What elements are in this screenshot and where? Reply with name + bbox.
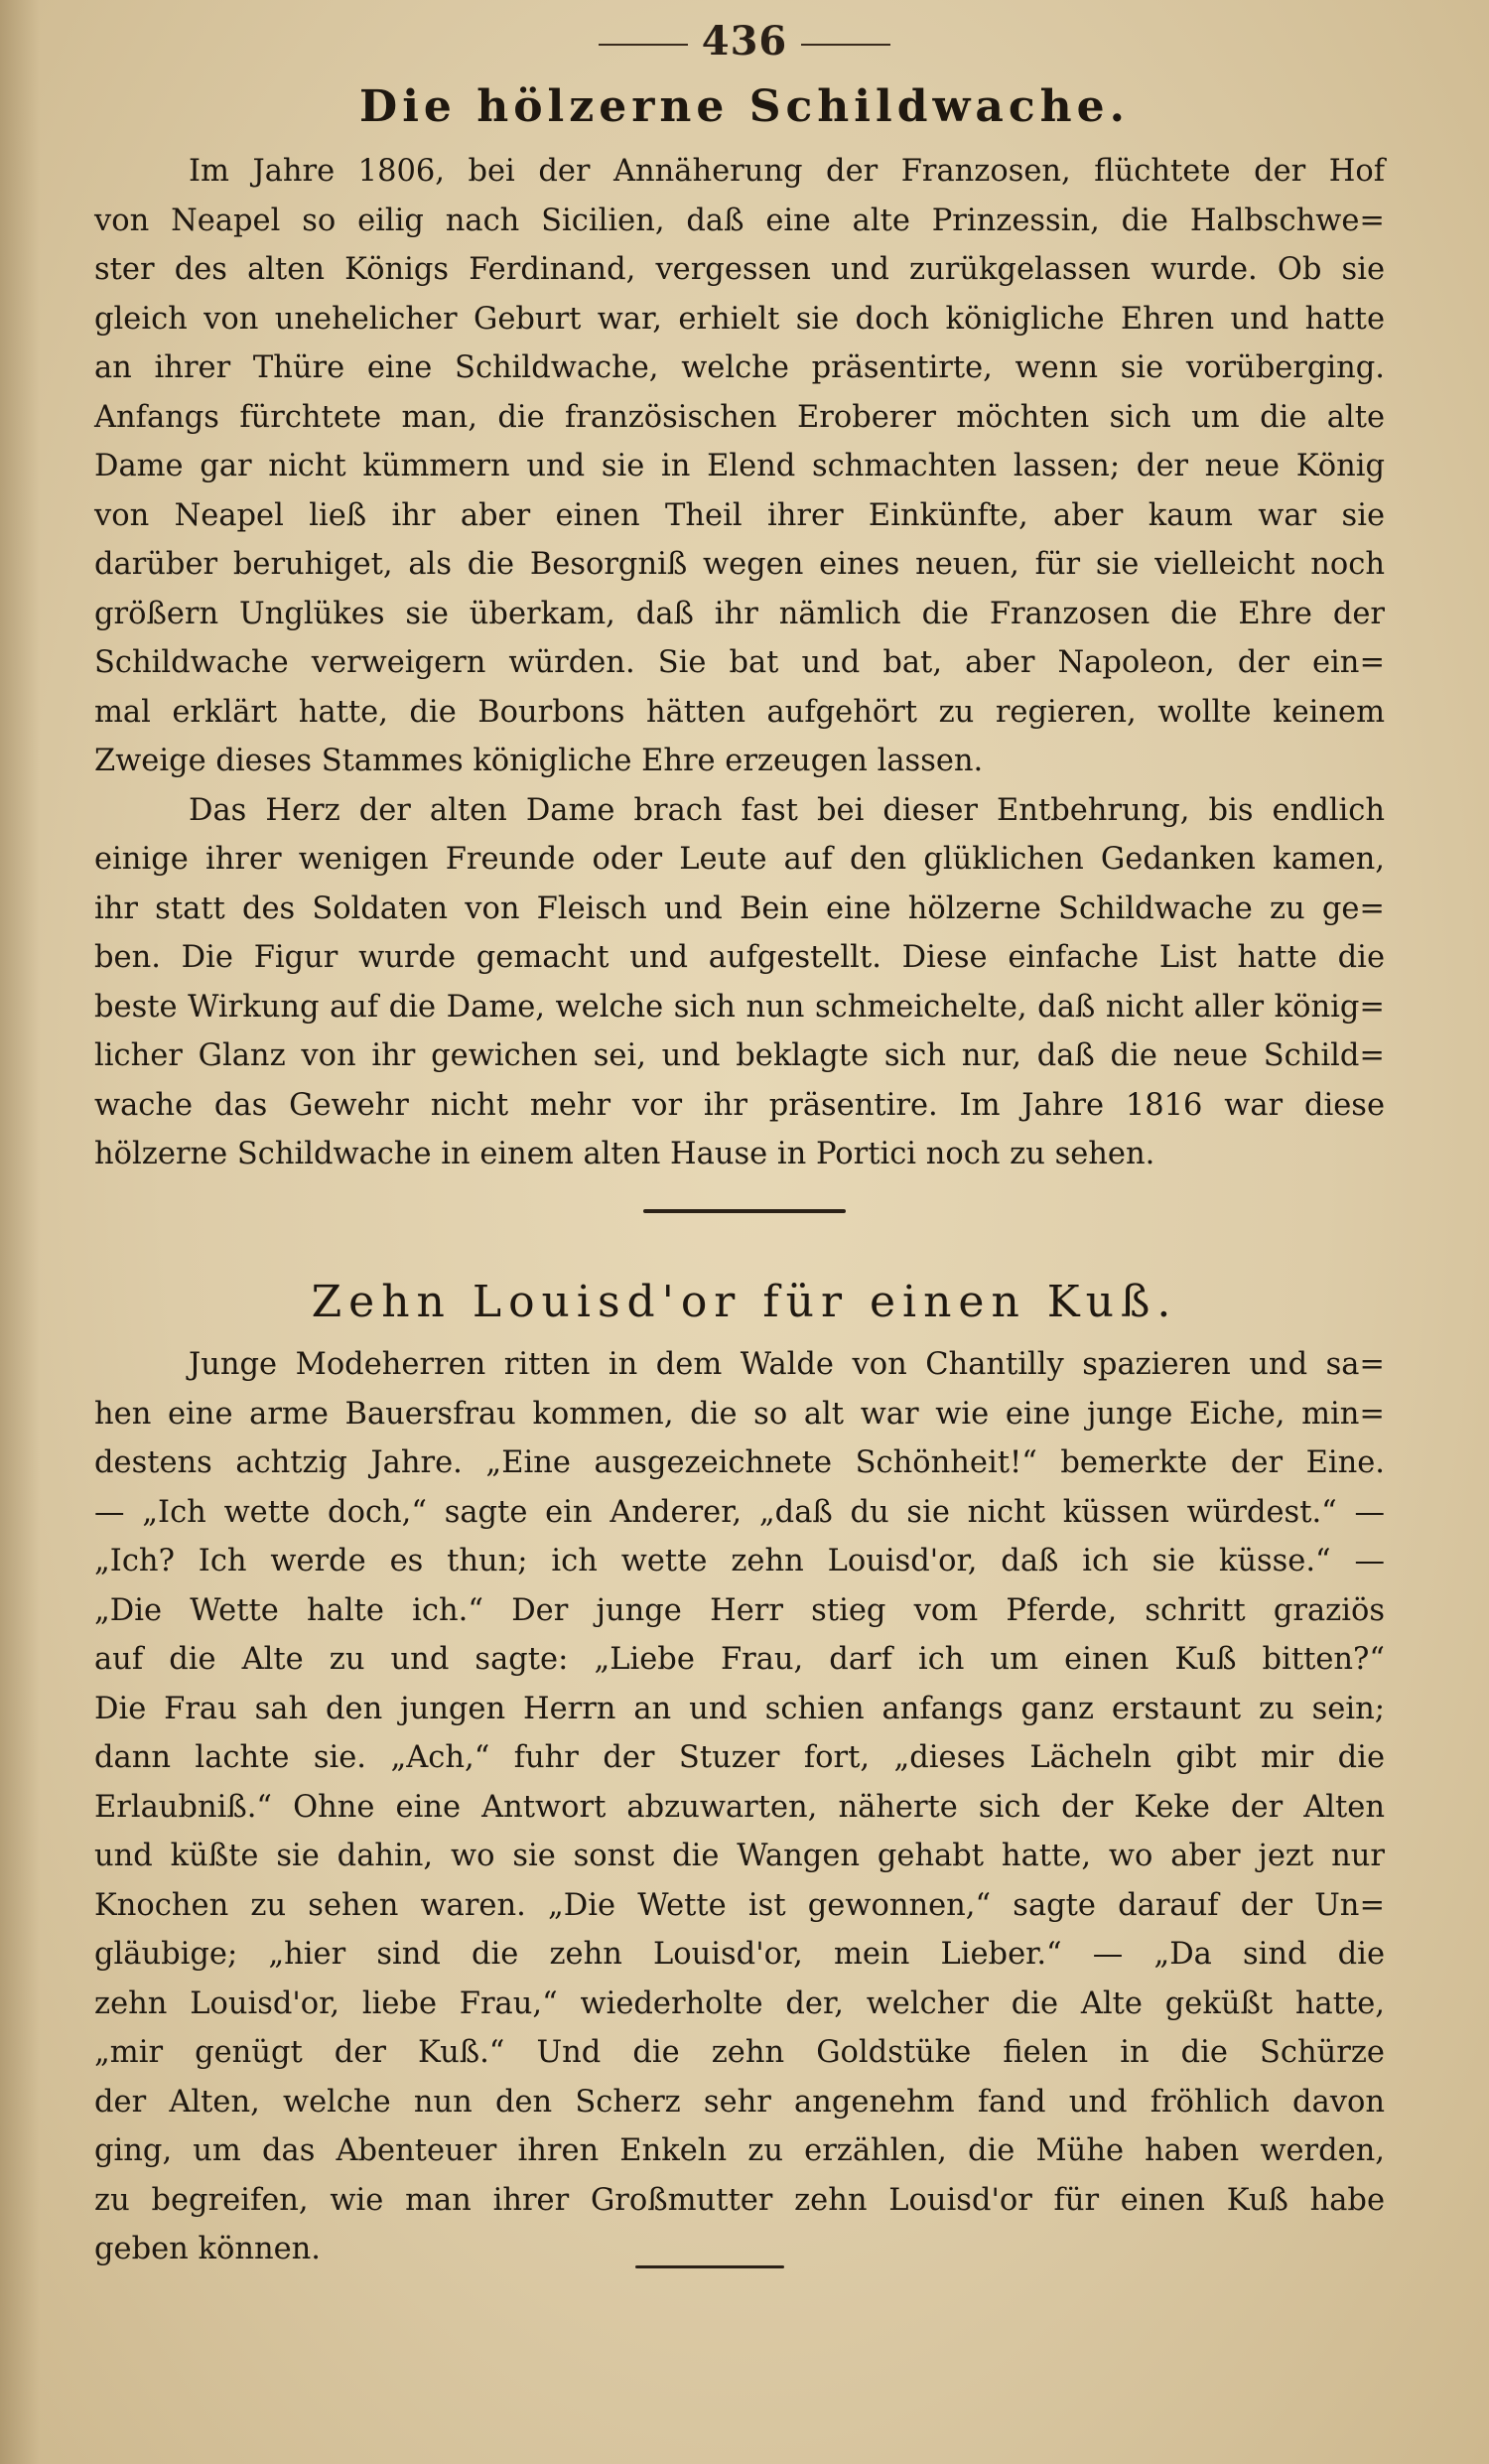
text-line: dann lachte sie. „Ach,“ fuhr der Stuzer fort, „dieses Lächeln gibt mir die bbox=[94, 1740, 1385, 1775]
text-line: licher Glanz von ihr gewichen sei, und beklagte sich nur, daß die neue Schild= bbox=[94, 1038, 1385, 1073]
text-line: darüber beruhiget, als die Besorgniß wegen eines neuen, für sie vielleicht noch bbox=[94, 547, 1385, 582]
text-line: Junge Modeherren ritten in dem Walde von Chantilly spazieren und sa= bbox=[189, 1347, 1385, 1382]
text-line: ben. Die Figur wurde gemacht und aufgestellt. Diese einfache List hatte die bbox=[94, 940, 1385, 975]
text-line: ging, um das Abenteuer ihren Enkeln zu erzählen, die Mühe haben werden, bbox=[94, 2133, 1385, 2168]
text-line: Die Frau sah den jungen Herrn an und schien anfangs ganz erstaunt zu sein; bbox=[94, 1691, 1385, 1726]
text-line: zehn Louisd'or, liebe Frau,“ wiederholte der, welcher die Alte geküßt hatte, bbox=[94, 1985, 1385, 2021]
text-line: Zweige dieses Stammes königliche Ehre erzeugen lassen. bbox=[94, 744, 984, 778]
page-number-dash-right bbox=[801, 44, 890, 46]
text-line: größern Unglükes sie überkam, daß ihr nämlich die Franzosen die Ehre der bbox=[94, 596, 1385, 631]
story-1-title: Die hölzerne Schildwache. bbox=[359, 81, 1130, 132]
text-line: destens achtzig Jahre. „Eine ausgezeichnete Schönheit!“ bemerkte der Eine. bbox=[94, 1445, 1385, 1480]
story-2-title: Zehn Louisd'or für einen Kuß. bbox=[311, 1277, 1178, 1327]
text-line: Knochen zu sehen waren. „Die Wette ist gewonnen,“ sagte darauf der Un= bbox=[94, 1887, 1385, 1923]
text-line: gläubige; „hier sind die zehn Louisd'or, mein Lieber.“ — „Da sind die bbox=[94, 1937, 1385, 1972]
text-line: geben können. bbox=[94, 2232, 322, 2266]
text-line: der Alten, welche nun den Scherz sehr angenehm fand und fröhlich davon bbox=[94, 2084, 1385, 2120]
text-line: und küßte sie dahin, wo sie sonst die Wangen gehabt hatte, wo aber jezt nur bbox=[94, 1839, 1385, 1873]
text-line: Im Jahre 1806, bei der Annäherung der Franzosen, flüchtete der Hof bbox=[189, 154, 1385, 189]
text-line: „Ich? Ich werde es thun; ich wette zehn Louisd'or, daß ich sie küsse.“ — bbox=[94, 1544, 1385, 1578]
page-edge-shadow bbox=[0, 0, 40, 2464]
text-line: beste Wirkung auf die Dame, welche sich nun schmeichelte, daß nicht aller könig= bbox=[94, 989, 1385, 1025]
text-line: Dame gar nicht kümmern und sie in Elend schmachten lassen; der neue König bbox=[94, 449, 1385, 483]
text-line: ster des alten Königs Ferdinand, vergessen und zurükgelassen wurde. Ob sie bbox=[94, 252, 1385, 287]
text-line: von Neapel ließ ihr aber einen Theil ihrer Einkünfte, aber kaum war sie bbox=[94, 497, 1385, 533]
text-line: zu begreifen, wie man ihrer Großmutter zehn Louisd'or für einen Kuß habe bbox=[94, 2182, 1385, 2218]
text-line: ihr statt des Soldaten von Fleisch und Bein eine hölzerne Schildwache zu ge= bbox=[94, 890, 1385, 926]
text-line: gleich von unehelicher Geburt war, erhielt sie doch königliche Ehren und hatte bbox=[94, 301, 1385, 337]
text-line: von Neapel so eilig nach Sicilien, daß eine alte Prinzessin, die Halbschwe= bbox=[94, 203, 1385, 238]
text-line: Schildwache verweigern würden. Sie bat und bat, aber Napoleon, der ein= bbox=[94, 645, 1385, 680]
story-1-body bbox=[94, 147, 1385, 1179]
text-line: „Die Wette halte ich.“ Der junge Herr stieg vom Pferde, schritt graziös bbox=[94, 1592, 1385, 1628]
story-2-body bbox=[94, 1340, 1385, 2274]
text-line: einige ihrer wenigen Freunde oder Leute auf den glüklichen Gedanken kamen, bbox=[94, 842, 1385, 877]
page-number-dash-left bbox=[599, 44, 688, 46]
text-line: wache das Gewehr nicht mehr vor ihr präsentire. Im Jahre 1816 war diese bbox=[94, 1087, 1385, 1123]
text-line: Das Herz der alten Dame brach fast bei dieser Entbehrung, bis endlich bbox=[189, 792, 1385, 828]
text-line: an ihrer Thüre eine Schildwache, welche präsentirte, wenn sie vorüberging. bbox=[94, 350, 1385, 385]
section-divider bbox=[643, 1209, 846, 1213]
text-line: Erlaubniß.“ Ohne eine Antwort abzuwarten, näherte sich der Keke der Alten bbox=[94, 1789, 1385, 1825]
text-line: Anfangs fürchtete man, die französischen Eroberer möchten sich um die alte bbox=[94, 399, 1385, 435]
text-line: auf die Alte zu und sagte: „Liebe Frau, darf ich um einen Kuß bitten?“ bbox=[94, 1642, 1385, 1677]
end-divider bbox=[635, 2265, 784, 2268]
page-number-line bbox=[0, 18, 1489, 65]
text-line: mal erklärt hatte, die Bourbons hätten aufgehört zu regieren, wollte keinem bbox=[94, 694, 1385, 730]
text-line: — „Ich wette doch,“ sagte ein Anderer, „daß du sie nicht küssen würdest.“ — bbox=[94, 1494, 1385, 1530]
text-line: „mir genügt der Kuß.“ Und die zehn Goldstüke fielen in die Schürze bbox=[94, 2035, 1385, 2070]
text-line: hen eine arme Bauersfrau kommen, die so alt war wie eine junge Eiche, min= bbox=[94, 1396, 1385, 1432]
text-line: hölzerne Schildwache in einem alten Hause in Portici noch zu sehen. bbox=[94, 1137, 1155, 1171]
page-number: 436 bbox=[701, 18, 788, 65]
